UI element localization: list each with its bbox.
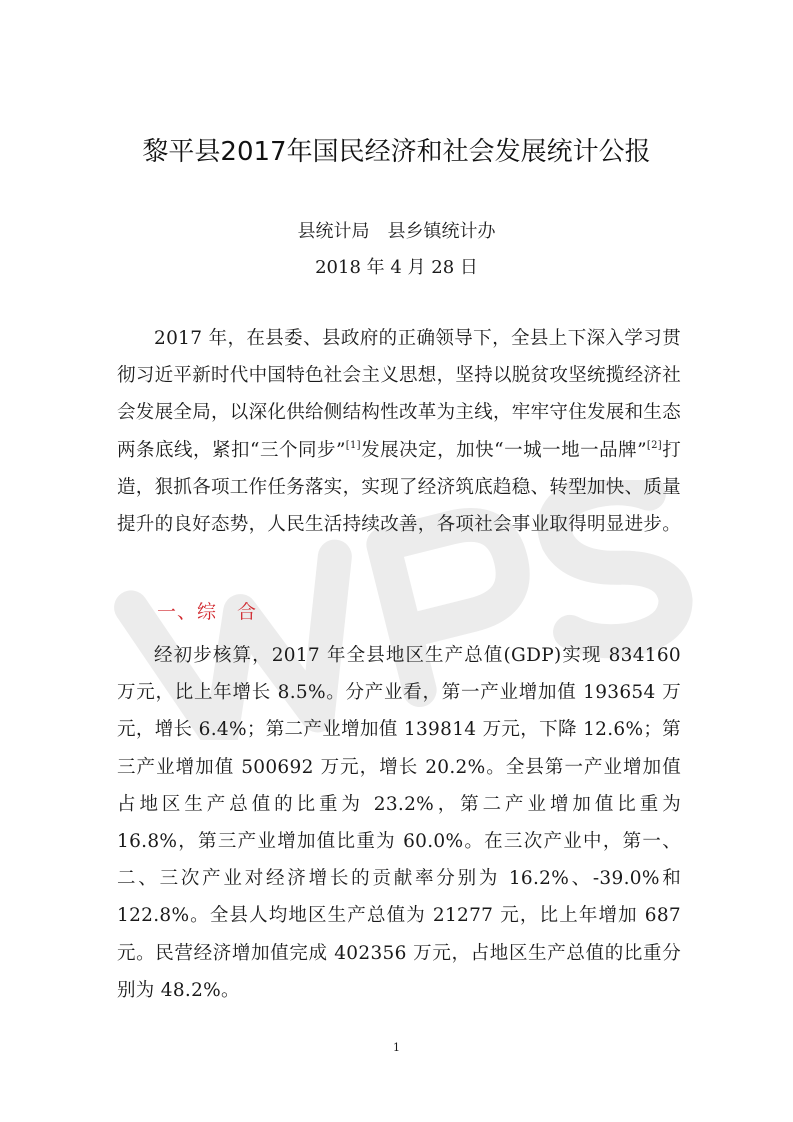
footnote-ref-2[interactable]: [2] bbox=[646, 439, 662, 451]
intro-text-part3: 打造，狠抓各项工作任务落实，实现了经济筑底趋稳、转型加快、质量提升的良好态势，人民生活持续改善，各项社会事业取得明显进步。 bbox=[117, 439, 682, 536]
publish-date: 2018 年 4 月 28 日 bbox=[315, 257, 478, 278]
section-heading-overview: 一、综 合 bbox=[157, 601, 258, 623]
section-overview-paragraph: 经初步核算，2017 年全县地区生产总值(GDP)实现 834160 万元，比上年增长 8.5%。分产业看，第一产业增加值 193654 万元，增长 6.4%；第二产业增加值 139814 万元，下降 12.6%；第三产业增加值 500692 万元，增长 20.2%。全县第一产业增加值占地区生产总值的比重为 23.2%，第二产业增加值比重为 16.8%，第三产业增加值比重为 60.0%。在三次产业中，第一、二、三次产业对经济增长的贡献率分别为 16.2%、-39.0%和 122.8%。全县人均地区生产总值为 21277 元，比上年增加 687 元。民营经济增加值完成 402356 万元，占地区生产总值的比重分别为 48.2%。 bbox=[117, 645, 681, 1001]
intro-text-part2: 发展决定，加快“一城一地一品牌” bbox=[360, 439, 647, 461]
issuing-organization: 县统计局 县乡镇统计办 bbox=[297, 221, 496, 242]
intro-paragraph bbox=[117, 320, 681, 543]
document-title: 黎平县2017年国民经济和社会发展统计公报 bbox=[142, 137, 651, 167]
page-number: 1 bbox=[393, 1041, 400, 1054]
footnote-ref-1[interactable]: [1] bbox=[345, 439, 361, 451]
intro-text-part1: 2017 年，在县委、县政府的正确领导下，全县上下深入学习贯彻习近平新时代中国特色社会主义思想，坚持以脱贫攻坚统揽经济社会发展全局，以深化供给侧结构性改革为主线，牢牢守住发展和生态两条底线，紧扣“三个同步” bbox=[117, 328, 682, 461]
